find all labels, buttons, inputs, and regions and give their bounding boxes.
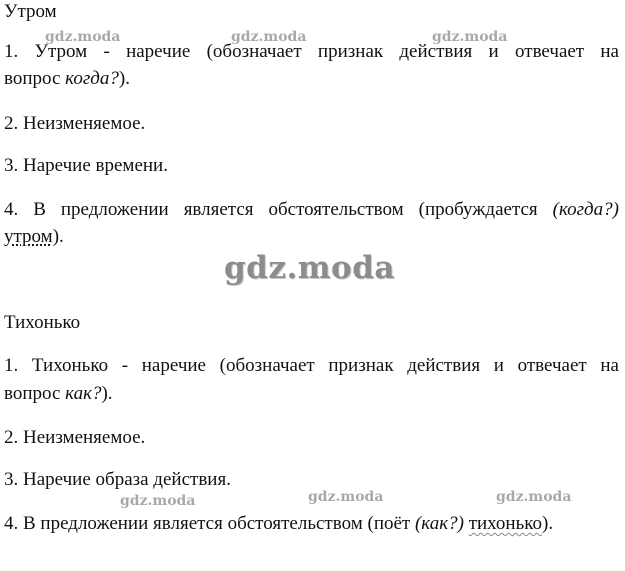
question-word: как?	[65, 383, 102, 404]
watermark-text: gdz.moda	[432, 29, 508, 45]
question-word: когда?	[65, 68, 119, 89]
watermark-text: gdz.moda	[231, 29, 307, 45]
paragraph-4-question: (как?)	[414, 513, 464, 534]
paragraph-4	[4, 199, 619, 221]
paragraph-4-text: 4. В предложении является обстоятельством (поёт	[4, 513, 415, 534]
closing-punctuation: ).	[52, 226, 64, 247]
closing-punctuation: ).	[101, 383, 113, 404]
question-label: вопрос	[4, 68, 66, 89]
section-heading-utrom: Утром	[4, 1, 57, 22]
paragraph-4-question: (когда?)	[552, 199, 619, 220]
paragraph-1-line-2	[4, 68, 619, 90]
watermark-logo: gdz.moda	[224, 250, 395, 286]
paragraph-4	[4, 513, 619, 535]
highlighted-word: утром	[4, 226, 53, 247]
paragraph-4-line-2	[4, 226, 619, 248]
paragraph-3: 3. Наречие образа действия.	[4, 469, 231, 490]
paragraph-4-text: 4. В предложении является обстоятельством (пробуждается	[4, 199, 553, 220]
paragraph-1-line-1: 1. Утром - наречие (обозначает признак действия и отвечает на	[4, 41, 619, 62]
paragraph-3: 3. Наречие времени.	[4, 155, 168, 176]
paragraph-1-line-2	[4, 383, 619, 405]
paragraph-1-line-1: 1. Тихонько - наречие (обозначает признак действия и отвечает на	[4, 355, 619, 376]
watermark-text: gdz.moda	[45, 29, 121, 45]
paragraph-2: 2. Неизменяемое.	[4, 113, 146, 134]
watermark-text: gdz.moda	[120, 493, 196, 509]
watermark-text: gdz.moda	[308, 489, 384, 505]
closing-punctuation: ).	[542, 513, 554, 534]
highlighted-word: тихонько	[468, 513, 543, 534]
question-label: вопрос	[4, 383, 66, 404]
section-heading-tikhonko: Тихонько	[4, 312, 81, 333]
paragraph-2: 2. Неизменяемое.	[4, 427, 146, 448]
watermark-text: gdz.moda	[496, 489, 572, 505]
closing-punctuation: ).	[118, 68, 130, 89]
